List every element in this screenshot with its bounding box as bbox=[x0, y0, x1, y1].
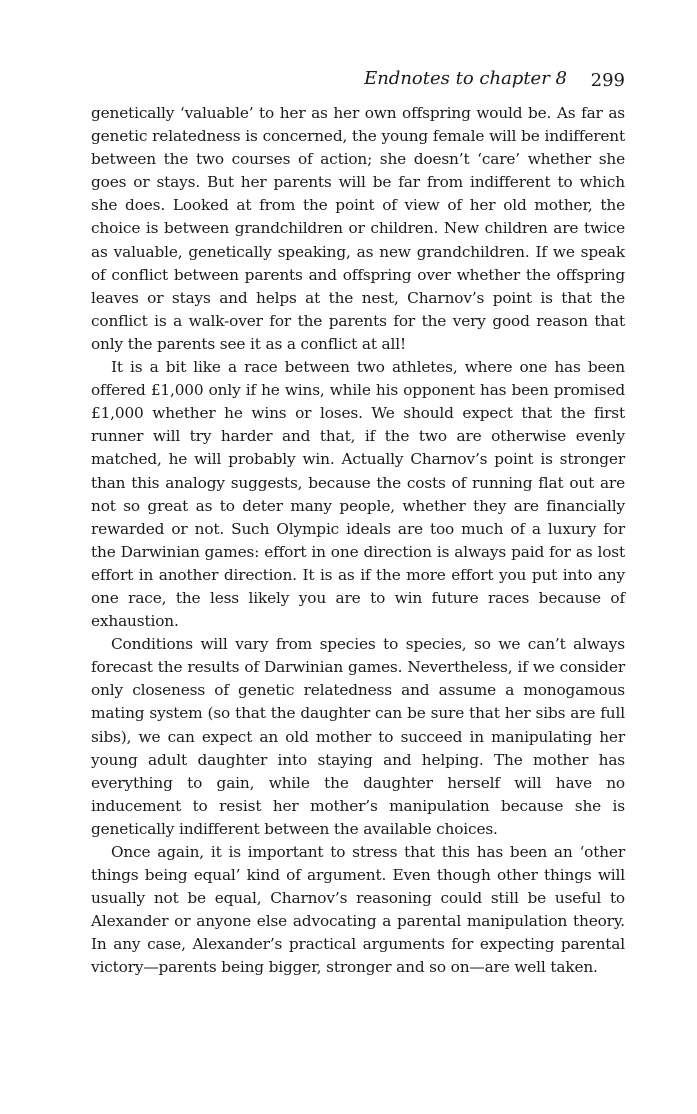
paragraph-1: genetically ‘valuable’ to her as her own offspring would be. As far as genetic relatedness is concerned, the young female will be indifferent between the two courses of action; she doesn’t ‘care’ whether she goes or stays. But her parents will be far from indifferent to which she does. Looked at from the point of view of her old mother, the choice is between grandchildren or children. New children are twice as valuable, genetically speaking, as new grandchildren. If we speak of conflict between parents and offspring over whether the offspring leaves or stays and helps at the nest, Charnov’s point is that the conflict is a walk-over for the parents for the very good reason that only the parents see it as a conflict at all! bbox=[91, 104, 625, 353]
paragraph-4: Once again, it is important to stress that this has been an ‘other things being equal’ kind of argument. Even though other things will usually not be equal, Charnov’s reasoning could still be useful to Alexander or anyone else advocating a parental manipulation theory. In any case, Alexander’s practical arguments for expecting parental victory—parents being bigger, stronger and so on—are well taken. bbox=[91, 843, 625, 977]
running-head bbox=[91, 68, 625, 102]
paragraph-2: It is a bit like a race between two athletes, where one has been offered £1,000 only if he wins, while his opponent has been promised £1,000 whether he wins or loses. We should expect that the first runner will try harder and that, if the two are otherwise evenly matched, he will probably win. Actually Charnov’s point is stronger than this analogy suggests, because the costs of running flat out are not so great as to deter many people, whether they are financially rewarded or not. Such Olympic ideals are too much of a luxury for the Darwinian games: effort in one direction is always paid for as lost effort in another direction. It is as if the more effort you put into any one race, the less likely you are to win future races because of exhaustion. bbox=[91, 358, 625, 631]
paragraph-3: Conditions will vary from species to species, so we can’t always forecast the results of Darwinian games. Nevertheless, if we consider only closeness of genetic relatedness and assume a monogamous mating system (so that the daughter can be sure that her sibs are full sibs), we can expect an old mother to succeed in manipulating her young adult daughter into staying and helping. The mother has everything to gain, while the daughter herself will have no inducement to resist her mother’s manipulation because she is genetically indifferent between the available choices. bbox=[91, 635, 625, 838]
page-number: 299 bbox=[590, 70, 625, 91]
running-title: Endnotes to chapter 8 bbox=[364, 68, 567, 89]
body-text bbox=[91, 102, 625, 980]
book-page bbox=[91, 68, 625, 980]
